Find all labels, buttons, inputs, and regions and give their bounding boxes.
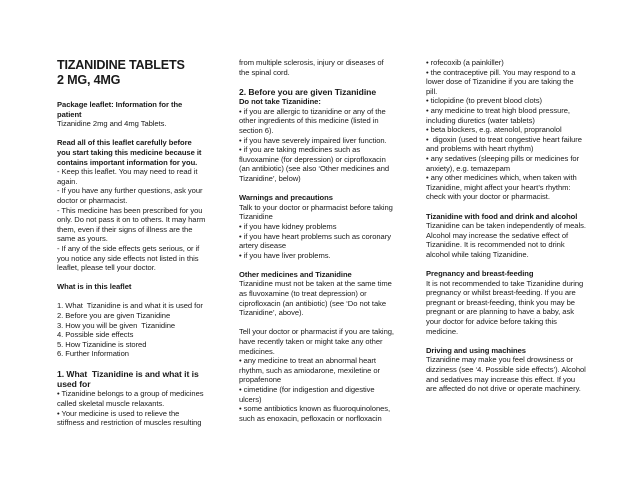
read-item: - If any of the side effects gets serious, or if you notice any side effects not listed in this leaflet, please tell your doctor. [57, 243, 200, 273]
contents-item: 3. How you will be given Tizanidine [57, 320, 176, 330]
warnings-item: • if you have liver problems. [239, 250, 331, 260]
interaction-item: • the contraceptive pill. You may respond to a lower dose of Tizanidine if you are taking the pill. [426, 67, 576, 96]
document-title: TIZANIDINE TABLETS [57, 58, 185, 72]
driving-text: Tizanidine may make you feel drowsiness or dizziness (see ‘4. Possible side effects’). Alcohol and sedatives may increase this effect. If you are affected do not drive or operate machinery. [426, 355, 586, 394]
read-item: - This medicine has been prescribed for you only. Do not pass it on to others. It may harm them, even if their signs of illness are the same as yours. [57, 205, 206, 244]
interaction-item: • any sedatives (sleeping pills or medicines for anxiety), e.g. temazepam [426, 153, 580, 173]
food-text: Tizanidine can be taken independently of meals. Alcohol may increase the sedative effect of Tizanidine. It is recommended not to drink alcohol while taking Tizanidine. [426, 221, 586, 259]
read-item: - Keep this leaflet. You may need to read it again. [57, 167, 198, 186]
warnings-item: • if you have kidney problems [239, 221, 337, 231]
other-medicines-heading: Other medicines and Tizanidine [239, 269, 352, 279]
column-2 [239, 58, 395, 423]
continued-text: from multiple sclerosis, injury or diseases of the spinal cord. [239, 58, 384, 77]
interaction-item: • beta blockers, e.g. atenolol, propranolol [426, 125, 562, 135]
food-heading: Tizanidine with food and drink and alcohol [426, 211, 578, 221]
other-medicines-item: • some antibiotics known as fluoroquinolones, such as enoxacin, pefloxacin or norfloxacin [239, 404, 391, 423]
contents-item: 4. Possible side effects [57, 330, 134, 340]
section-1-item: • Tizanidine belongs to a group of medicines called skeletal muscle relaxants. [57, 389, 204, 409]
other-medicines-intro: Tizanidine must not be taken at the same time as fluvoxamine (to treat depression) or ciprofloxacin (an antibiotic) (see ‘Do not take Tizanidine’, above). [239, 279, 392, 318]
contents-item: 2. Before you are given Tizanidine [57, 311, 171, 321]
leaflet-subheading: Tizanidine 2mg and 4mg Tablets. [57, 119, 167, 129]
not-take-item: • if you are allergic to tizanidine or any of the other ingredients of this medicine (listed in section 6). [239, 106, 386, 135]
read-item: - If you have any further questions, ask your doctor or pharmacist. [57, 186, 203, 205]
contents-item: 1. What Tizanidine is and what it is used for [57, 301, 203, 311]
warnings-item: • if you have heart problems such as coronary artery disease [239, 231, 391, 251]
other-medicines-tell: Tell your doctor or pharmacist if you are taking, have recently taken or might take any other medicines. [239, 327, 394, 356]
other-medicines-item: • cimetidine (for indigestion and digestive ulcers) [239, 385, 375, 404]
leaflet-heading: Package leaflet: Information for the patient [57, 100, 183, 119]
column-3 [426, 58, 586, 394]
interaction-item: • rofecoxib (a painkiller) [426, 58, 504, 67]
contents-item: 5. How Tizanidine is stored [57, 339, 147, 349]
warnings-heading: Warnings and precautions [239, 193, 333, 203]
warnings-intro: Talk to your doctor or pharmacist before taking Tizanidine [239, 202, 393, 222]
driving-heading: Driving and using machines [426, 345, 526, 355]
section-1-heading: 1. What Tizanidine is and what it is used for [57, 368, 202, 390]
section-2-heading: 2. Before you are given Tizanidine [239, 86, 377, 97]
not-take-item: • if you have severely impaired liver function. [239, 135, 387, 145]
interaction-item: • any medicine to treat high blood pressure, including diuretics (water tablets) [426, 105, 570, 125]
read-heading: Read all of this leaflet carefully before you start taking this medicine because it contains important information for you. [57, 138, 202, 167]
section-1-item: • Your medicine is used to relieve the stiffness and restriction of muscles resulting [57, 408, 202, 428]
interaction-item: • digoxin (used to treat congestive heart failure and problems with heart rhythm) [426, 134, 584, 154]
interaction-item: • any other medicines which, when taken with Tizanidine, might affect your heart’s rhythm: check with your doctor or pharmacist. [426, 173, 577, 202]
other-medicines-item: • any medicine to treat an abnormal heart rhythm, such as amiodarone, mexiletine or propafenone [239, 356, 381, 385]
pregnancy-text: It is not recommended to take Tizanidine during pregnancy or whilst breast-feeding. If you are pregnant or breast-feeding, think you may be pregnant or are planning to have a baby, ask your doctor for advice before taking this medicine. [426, 278, 584, 336]
interaction-item: • ticlopidine (to prevent blood clots) [426, 96, 542, 106]
not-take-heading: Do not take Tizanidine: [239, 97, 321, 107]
pregnancy-heading: Pregnancy and breast-feeding [426, 269, 534, 279]
contents-heading: What is in this leaflet [57, 282, 132, 292]
not-take-item: • if you are taking medicines such as fluvoxamine (for depression) or ciprofloxacin (an antibiotic) (see also ‘Other medicines and Tizanidine’, below) [239, 145, 390, 183]
column-1 [57, 58, 207, 428]
document-subtitle: 2 MG, 4MG [57, 73, 121, 87]
contents-item: 6. Further Information [57, 349, 129, 359]
